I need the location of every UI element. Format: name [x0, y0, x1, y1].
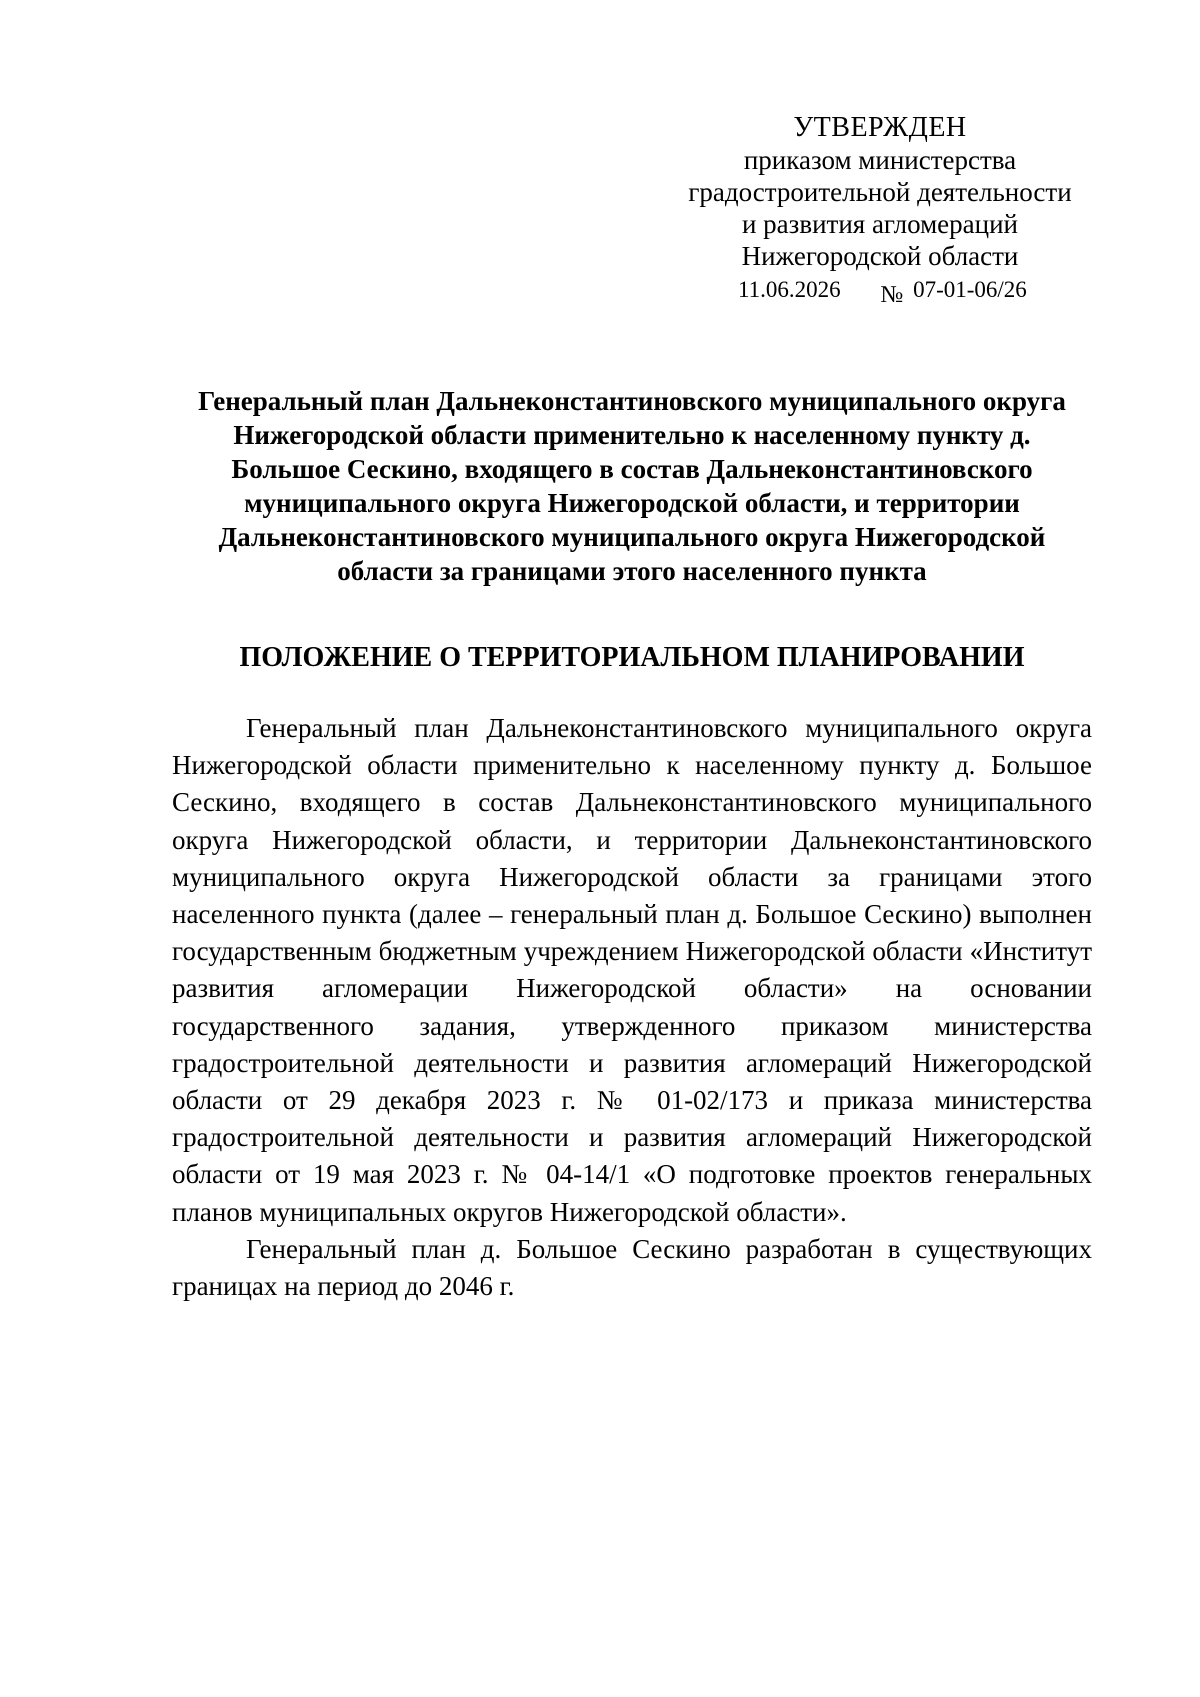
title-line-2: Нижегородской области применительно к населенному пункту д. [233, 420, 1031, 450]
section-heading: ПОЛОЖЕНИЕ О ТЕРРИТОРИАЛЬНОМ ПЛАНИРОВАНИИ [239, 642, 1025, 673]
title-line-4: муниципального округа Нижегородской области, и территории [244, 488, 1020, 518]
order-number-sign: № [880, 282, 904, 308]
title-line-6: области за границами этого населенного пункта [337, 556, 927, 586]
approval-line-4: Нижегородской области [741, 241, 1019, 271]
body-paragraph: Генеральный план Дальнеконстантиновского муниципального округа Нижегородской области применительно к населенному пункту д. Большое Сескино, входящего в состав Дальнеконстантиновского муниципального округа Нижегородской области, и территории Дальнеконстантиновского муниципального округа Нижегородской области за границами этого населенного пункта (далее – генеральный план д. Большое Сескино) выполнен государственным бюджетным учреждением Нижегородской области «Институт развития агломерации Нижегородской области» на основании государственного задания, утвержденного приказом министерства градостроительной деятельности и развития агломераций Нижегородской области от 29 декабря 2023 г. № 01-02/173 и приказа министерства градостроительной деятельности и развития агломераций Нижегородской области от 19 мая 2023 г. № 04-14/1 «О подготовке проектов генеральных планов муниципальных округов Нижегородской области». [172, 713, 1092, 1227]
approval-line-2: градостроительной деятельности [688, 177, 1072, 207]
body-paragraph: Генеральный план д. Большое Сескино разработан в существующих границах на период до 2046 г. [172, 1233, 1092, 1302]
document-title [172, 384, 1092, 588]
order-number: 07-01-06/26 [913, 277, 1027, 302]
approval-line-1: приказом министерства [743, 145, 1017, 175]
title-line-5: Дальнеконстантиновского муниципального округа Нижегородской [218, 522, 1046, 552]
title-line-3: Большое Сескино, входящего в состав Дальнеконстантиновского [231, 454, 1033, 484]
approval-line-3: и развития агломераций [741, 209, 1018, 239]
section-body [172, 710, 1092, 1305]
title-line-1: Генеральный план Дальнеконстантиновского муниципального округа [198, 386, 1066, 416]
order-date: 11.06.2026 [738, 277, 841, 302]
approval-status: УТВЕРЖДЕН [793, 112, 967, 143]
approval-stamp [680, 112, 1080, 272]
order-date-number [738, 276, 1027, 308]
